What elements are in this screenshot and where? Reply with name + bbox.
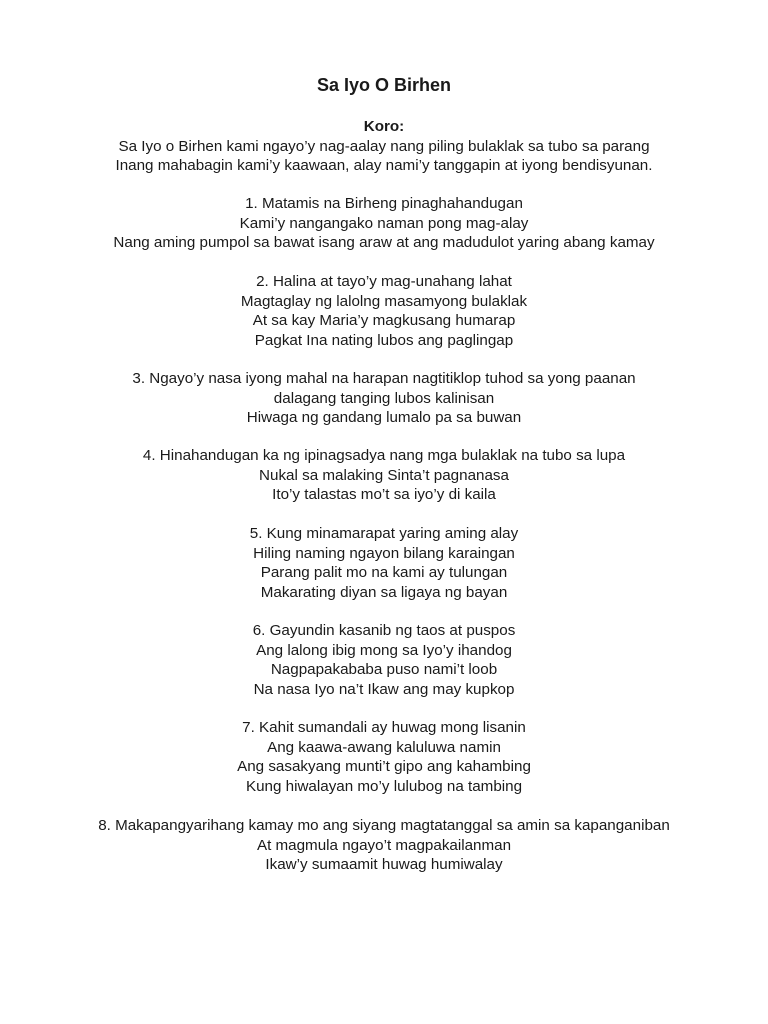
verse-line: Kung hiwalayan mo’y lulubog na tambing	[245, 777, 523, 795]
verse-line: 2. Halina at tayo’y mag-unahang lahat	[256, 273, 512, 290]
verse-2	[84, 272, 684, 350]
verse-line: At sa kay Maria’y magkusang humarap	[252, 312, 516, 329]
verse-3	[84, 369, 684, 428]
verse-4	[84, 446, 684, 505]
chorus-line: Sa Iyo o Birhen kami ngayo’y nag-aalay nang piling bulaklak sa tubo sa parang	[118, 137, 650, 155]
verse-5	[84, 524, 684, 602]
chorus-line: Inang mahabagin kami’y kaawaan, alay nami’y tanggapin at iyong bendisyunan.	[115, 157, 653, 174]
verse-line: Kami’y nangangako naman pong mag-alay	[239, 214, 529, 232]
verse-8	[84, 816, 684, 875]
verse-line: 4. Hinahandugan ka ng ipinagsadya nang mga bulaklak na tubo sa lupa	[142, 447, 626, 464]
verse-line: Ito’y talastas mo’t sa iyo’y di kaila	[272, 486, 496, 503]
verse-line: 5. Kung minamarapat yaring aming alay	[249, 525, 519, 542]
chorus-block	[84, 117, 684, 176]
verse-line: 8. Makapangyarihang kamay mo ang siyang magtatanggal sa amin sa kapanganiban	[98, 817, 670, 834]
verse-line: 6. Gayundin kasanib ng taos at puspos	[252, 622, 516, 639]
verse-line: Nagpapakababa puso nami’t loob	[270, 661, 498, 678]
page-title: Sa Iyo O Birhen	[316, 75, 452, 95]
verse-line: Nukal sa malaking Sinta’t pagnanasa	[259, 466, 509, 484]
verse-line: Ang kaawa-awang kaluluwa namin	[267, 738, 501, 756]
verse-line: Parang palit mo na kami ay tulungan	[260, 564, 508, 581]
verse-line: 1. Matamis na Birheng pinaghahandugan	[245, 195, 523, 212]
chorus-label: Koro:	[363, 118, 405, 135]
verse-1	[84, 194, 684, 253]
verse-line: Hiling naming ngayon bilang karaingan	[253, 544, 515, 562]
verse-line: Ang lalong ibig mong sa Iyo’y ihandog	[256, 641, 512, 659]
verse-line: Pagkat Ina nating lubos ang paglingap	[254, 331, 514, 349]
verse-line: Ang sasakyang munti’t gipo ang kahambing	[237, 758, 531, 775]
verse-line: Ikaw’y sumaamit huwag humiwalay	[265, 856, 503, 873]
verse-line: Makarating diyan sa ligaya ng bayan	[260, 583, 508, 601]
verse-line: 3. Ngayo’y nasa iyong mahal na harapan nagtitiklop tuhod sa yong paanan	[132, 370, 636, 387]
verse-line: Na nasa Iyo na’t Ikaw ang may kupkop	[253, 680, 515, 698]
verse-line: Nang aming pumpol sa bawat isang araw at ang madudulot yaring abang kamay	[113, 234, 655, 251]
verse-7	[84, 718, 684, 796]
verse-6	[84, 621, 684, 699]
verse-line: 7. Kahit sumandali ay huwag mong lisanin	[242, 719, 526, 736]
verse-line: Magtaglay ng lalolng masamyong bulaklak	[240, 292, 528, 310]
verse-line: At magmula ngayo’t magpakailanman	[256, 836, 512, 854]
verse-line: Hiwaga ng gandang lumalo pa sa buwan	[246, 409, 522, 426]
verse-line: dalagang tanging lubos kalinisan	[273, 389, 495, 407]
